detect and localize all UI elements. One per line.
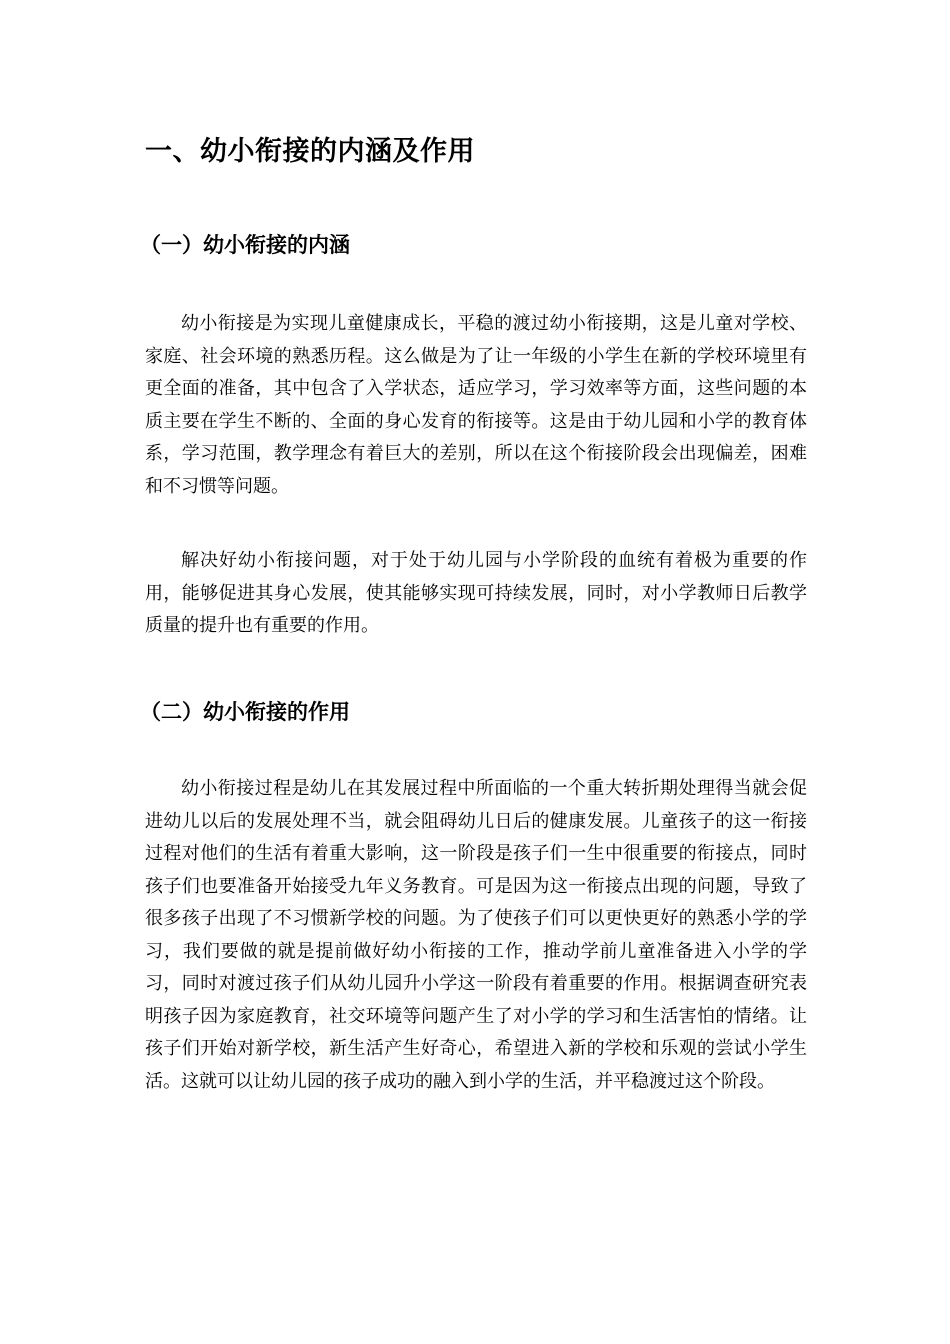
paragraph-meaning-2: 解决好幼小衔接问题，对于处于幼儿园与小学阶段的血统有着极为重要的作用，能够促进其身心发展，使其能够实现可持续发展，同时，对小学教师日后教学质量的提升也有重要的作用。: [145, 550, 807, 636]
section-heading-function: （二）幼小衔接的作用: [140, 700, 350, 724]
chapter-heading: 一、幼小衔接的内涵及作用: [145, 136, 475, 167]
paragraph-meaning-1: 幼小衔接是为实现儿童健康成长，平稳的渡过幼小衔接期，这是儿童对学校、家庭、社会环境的熟悉历程。这么做是为了让一年级的小学生在新的学校环境里有更全面的准备，其中包含了入学状态，适应学习，学习效率等方面，这些问题的本质主要在学生不断的、全面的身心发育的衔接等。这是由于幼儿园和小学的教育体系，学习范围，教学理念有着巨大的差别，所以在这个衔接阶段会出现偏差，困难和不习惯等问题。: [145, 313, 807, 497]
paragraph-function-1: 幼小衔接过程是幼儿在其发展过程中所面临的一个重大转折期处理得当就会促进幼儿以后的发展处理不当，就会阻碍幼儿日后的健康发展。儿童孩子的这一衔接过程对他们的生活有着重大影响，这一阶段是孩子们一生中很重要的衔接点，同时孩子们也要准备开始接受九年义务教育。可是因为这一衔接点出现的问题，导致了很多孩子出现了不习惯新学校的问题。为了使孩子们可以更快更好的熟悉小学的学习，我们要做的就是提前做好幼小衔接的工作，推动学前儿童准备进入小学的学习，同时对渡过孩子们从幼儿园升小学这一阶段有着重要的作用。根据调查研究表明孩子因为家庭教育，社交环境等问题产生了对小学的学习和生活害怕的情绪。让孩子们开始对新学校，新生活产生好奇心，希望进入新的学校和乐观的尝试小学生活。这就可以让幼儿园的孩子成功的融入到小学的生活，并平稳渡过这个阶段。: [145, 778, 807, 1092]
section-heading-meaning: （一）幼小衔接的内涵: [140, 233, 350, 257]
